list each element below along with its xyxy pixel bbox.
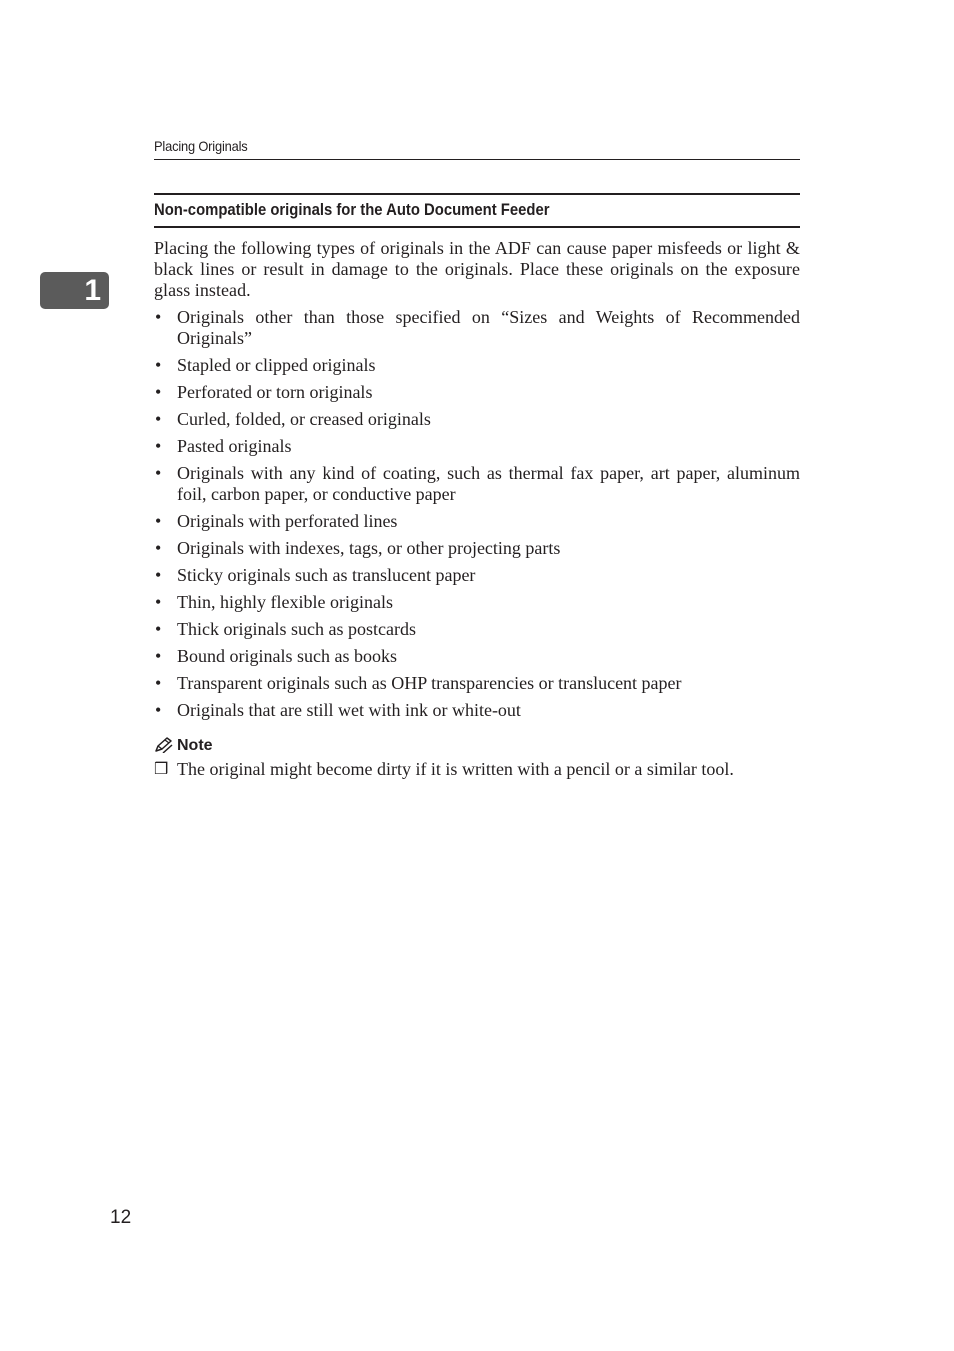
bullet-icon: • <box>155 646 162 666</box>
chapter-tab: 1 <box>40 272 109 309</box>
note-label: Note <box>177 736 213 754</box>
list-item: • Originals other than those specified on “Sizes and Weights of Recommended Originals” <box>155 307 800 348</box>
intro-paragraph: Placing the following types of originals in the ADF can cause paper misfeeds or light & black lines or result in damage to the originals. Place these originals on the exposure glass instead. <box>154 238 800 300</box>
list-item: • Transparent originals such as OHP transparencies or translucent paper <box>155 673 682 693</box>
bullet-icon: • <box>155 382 162 402</box>
list-item: • Thin, highly flexible originals <box>155 592 393 612</box>
bullet-icon: • <box>155 463 162 483</box>
list-item: • Curled, folded, or creased originals <box>155 409 431 429</box>
main-content <box>154 238 800 780</box>
section-title-text: Non-compatible originals for the Auto Document Feeder <box>154 201 550 219</box>
bullet-icon: • <box>155 436 162 456</box>
running-header <box>154 138 800 160</box>
pencil-icon <box>154 737 174 753</box>
list-item: • Originals with any kind of coating, such as thermal fax paper, art paper, aluminum foil, carbon paper, or conductive paper <box>155 463 800 504</box>
section-title <box>154 193 800 228</box>
note-heading <box>154 735 800 755</box>
originals-list <box>154 307 800 721</box>
list-item: • Perforated or torn originals <box>155 382 373 402</box>
list-item: • Stapled or clipped originals <box>155 355 376 375</box>
list-item: • Originals with perforated lines <box>155 511 398 531</box>
bullet-icon: • <box>155 673 162 693</box>
bullet-icon: • <box>155 409 162 429</box>
bullet-icon: • <box>155 511 162 531</box>
list-item: • Originals that are still wet with ink or white-out <box>155 700 521 720</box>
bullet-icon: • <box>155 538 162 558</box>
list-item: • Thick originals such as postcards <box>155 619 416 639</box>
running-header-title: Placing Originals <box>154 138 248 154</box>
bullet-icon: • <box>155 619 162 639</box>
note-text: The original might become dirty if it is written with a pencil or a similar tool. <box>177 759 734 779</box>
bullet-icon: • <box>155 700 162 720</box>
bullet-icon: • <box>155 565 162 585</box>
bullet-icon: • <box>155 592 162 612</box>
list-item: • Pasted originals <box>155 436 292 456</box>
page-number: 12 <box>110 1207 132 1228</box>
bullet-icon: • <box>155 307 162 327</box>
list-item: • Sticky originals such as translucent paper <box>155 565 476 585</box>
checkbox-icon: ❒ <box>154 761 169 778</box>
list-item: • Originals with indexes, tags, or other projecting parts <box>155 538 561 558</box>
note-item <box>154 759 800 780</box>
bullet-icon: • <box>155 355 162 375</box>
list-item: • Bound originals such as books <box>155 646 397 666</box>
